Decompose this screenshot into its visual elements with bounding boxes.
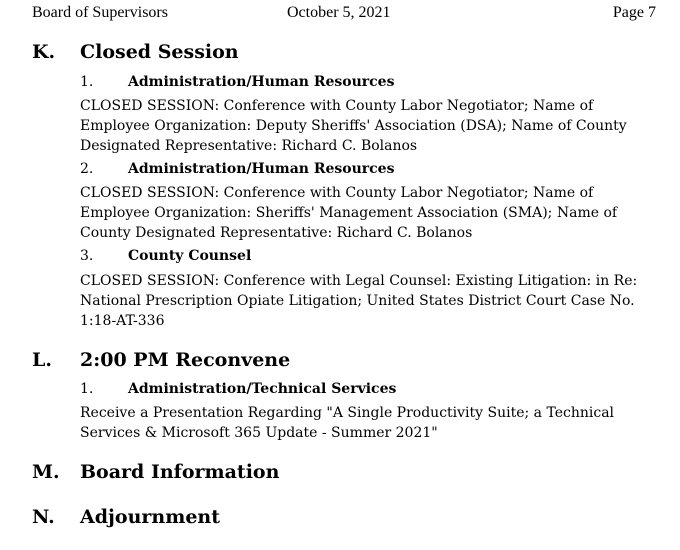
item-number: 1.	[80, 74, 94, 90]
section-title: Adjournment	[80, 506, 220, 528]
section-letter: K.	[32, 41, 56, 63]
section-letter: N.	[32, 506, 55, 528]
header-page-number: Page 7	[612, 4, 656, 21]
item-number: 3.	[80, 248, 94, 264]
header-date: October 5, 2021	[287, 4, 391, 21]
page-header	[0, 4, 680, 24]
section-title: Board Information	[80, 461, 280, 483]
item-description: Receive a Presentation Regarding "A Single Productivity Suite; a Technical Services & Microsoft 365 Update - Summer 2021"	[80, 405, 615, 441]
item-number: 2.	[80, 161, 94, 177]
item-description: CLOSED SESSION: Conference with County Labor Negotiator; Name of Employee Organization: Deputy Sheriffs' Association (DSA); Name of County Designated Representative: Richard C. Bolanos	[80, 98, 627, 154]
section-letter: L.	[32, 349, 52, 371]
item-heading: Administration/Human Resources	[128, 74, 395, 90]
section-title: Closed Session	[80, 41, 239, 63]
item-heading: Administration/Human Resources	[128, 161, 395, 177]
section-title: 2:00 PM Reconvene	[80, 349, 291, 371]
item-heading: County Counsel	[128, 248, 252, 264]
item-number: 1.	[80, 381, 94, 397]
item-description: CLOSED SESSION: Conference with Legal Counsel: Existing Litigation: in Re: National Prescription Opiate Litigation; United States District Court Case No. 1:18-AT-336	[80, 273, 638, 329]
header-board-name: Board of Supervisors	[32, 4, 168, 21]
item-heading: Administration/Technical Services	[128, 381, 397, 397]
item-description: CLOSED SESSION: Conference with County Labor Negotiator; Name of Employee Organization: Sheriffs' Management Association (SMA); Name of County Designated Representative: Richard C. Bolanos	[80, 185, 618, 241]
section-letter: M.	[32, 461, 60, 483]
